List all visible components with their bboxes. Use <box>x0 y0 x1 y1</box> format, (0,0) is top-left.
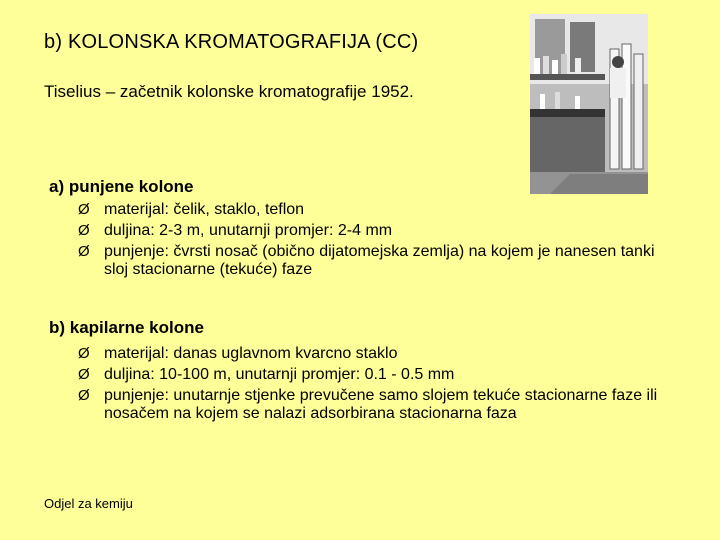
list-item-text: punjenje: unutarnje stjenke prevučene samo slojem tekuće stacionarne faze ili nosačem na kojem se nalazi adsorbirana stacionarna faza <box>104 387 658 422</box>
laboratory-photo-image <box>530 14 648 194</box>
list-item <box>78 387 678 423</box>
list-item <box>78 243 678 279</box>
list-item-text: punjenje: čvrsti nosač (obično dijatomejska zemlja) na kojem je nanesen tanki sloj stacionarne (tekuće) faze <box>104 243 655 278</box>
list-item <box>78 345 678 363</box>
list-item-text: duljina: 10-100 m, unutarnji promjer: 0.1 - 0.5 mm <box>104 366 455 383</box>
arrow-bullet-icon: Ø <box>78 366 90 383</box>
list-item-text: materijal: čelik, staklo, teflon <box>104 201 305 218</box>
arrow-bullet-icon: Ø <box>78 243 90 260</box>
section-a-list <box>78 201 678 282</box>
slide-subtitle: Tiselius – začetnik kolonske kromatografije 1952. <box>44 82 414 101</box>
list-item <box>78 366 678 384</box>
arrow-bullet-icon: Ø <box>78 201 90 218</box>
list-item <box>78 201 678 219</box>
footer-text: Odjel za kemiju <box>44 496 133 511</box>
list-item-text: materijal: danas uglavnom kvarcno staklo <box>104 345 398 362</box>
arrow-bullet-icon: Ø <box>78 387 90 404</box>
list-item <box>78 222 678 240</box>
list-item-text: duljina: 2-3 m, unutarnji promjer: 2-4 mm <box>104 222 393 239</box>
section-a-heading: a) punjene kolone <box>49 177 194 196</box>
section-b-list <box>78 345 678 426</box>
slide-title: b) KOLONSKA KROMATOGRAFIJA (CC) <box>44 31 419 53</box>
arrow-bullet-icon: Ø <box>78 345 90 362</box>
section-b-heading: b) kapilarne kolone <box>49 318 204 337</box>
arrow-bullet-icon: Ø <box>78 222 90 239</box>
laboratory-photo <box>530 14 648 194</box>
